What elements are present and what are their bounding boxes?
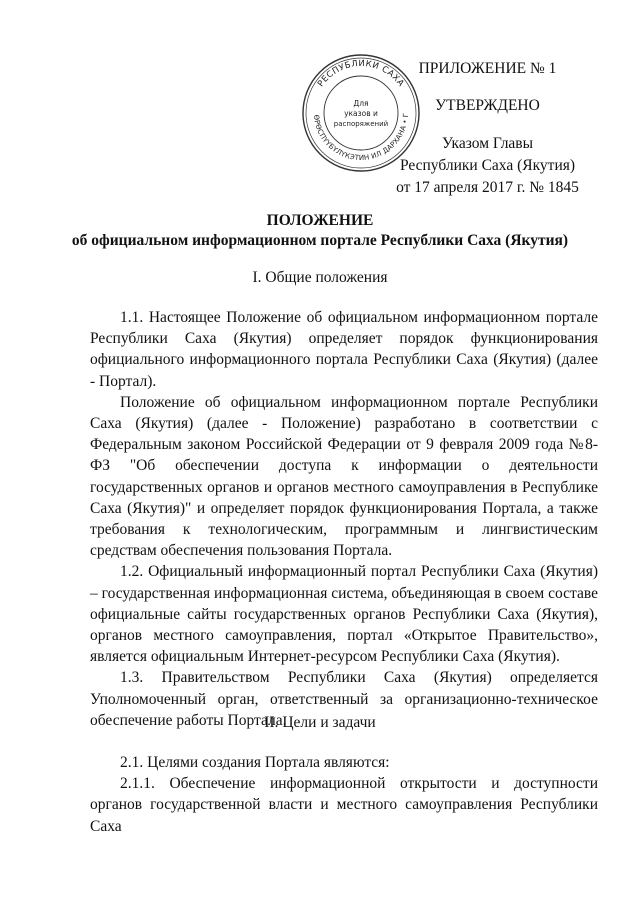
- paragraph: 1.3. Правительством Республики Саха (Якутия) определяется Уполномоченный орган, ответственный за организационно-техническое обеспечение работы Портала.: [90, 669, 598, 729]
- section-body: [90, 307, 598, 731]
- seal-center-text: распоряжений: [333, 120, 389, 128]
- section-body: [90, 752, 598, 837]
- seal-center-text: указов и: [344, 109, 378, 118]
- paragraph: 1.2. Официальный информационный портал Республики Саха (Якутия) – государственная информационная система, объединяющая в своем составе официальные сайты государственных органов Республики Саха (Якутия), органов местного самоуправления, портал «Открытое Правительство», является официальным Интернет-ресурсом Республики Саха (Якутия).: [90, 563, 598, 666]
- seal-ring-bottom-text: ӨРӨСПҮҮБҮЛҮКЭТИН ИЛ ДАРХАНА • Г: [311, 112, 411, 163]
- paragraph: 2.1.1. Обеспечение информационной открытости и доступности органов государственной власти и местного самоуправления Республики Саха: [90, 775, 598, 835]
- paragraph: 2.1. Целями создания Портала являются:: [120, 754, 390, 771]
- decree-date-line: от 17 апреля 2017 г. № 1845: [396, 179, 579, 196]
- title-line: ПОЛОЖЕНИЕ: [266, 212, 374, 229]
- appendix-number: ПРИЛОЖЕНИЕ № 1: [418, 60, 557, 77]
- seal-ring-top-text: РЕСПУБЛИКИ САХА: [316, 58, 406, 89]
- section-heading: II. Цели и задачи: [264, 714, 376, 731]
- paragraph: 1.1. Настоящее Положение об официальном информационном портале Республики Саха (Якутия) определяет порядок функционирования официального информационного портала Республики Саха (Якутия) (далее - Портал).: [90, 309, 598, 390]
- decree-line: Указом Главы: [441, 135, 534, 152]
- approval-block: [380, 58, 595, 199]
- document-title: [40, 211, 600, 251]
- subtitle-line: об официальном информационном портале Республики Саха (Якутия): [71, 232, 569, 249]
- section-heading: I. Общие положения: [252, 269, 388, 286]
- decree-line: Республики Саха (Якутия): [399, 157, 576, 174]
- seal-center-text: Для: [353, 99, 369, 108]
- approved-label: УТВЕРЖДЕНО: [435, 97, 540, 114]
- paragraph: Положение об официальном информационном портале Республики Саха (Якутия) (далее - Положение) разработано в соответствии с Федеральным законом Российской Федерации от 9 февраля 2009 года №8-ФЗ "Об обеспечении доступа к информации о деятельности государственных органов и органов местного самоуправления в Республике Саха (Якутия)" и определяет порядок функционирования Портала, а также требования к технологическим, программным и лингвистическим средствам обеспечения пользования Портала.: [90, 393, 598, 560]
